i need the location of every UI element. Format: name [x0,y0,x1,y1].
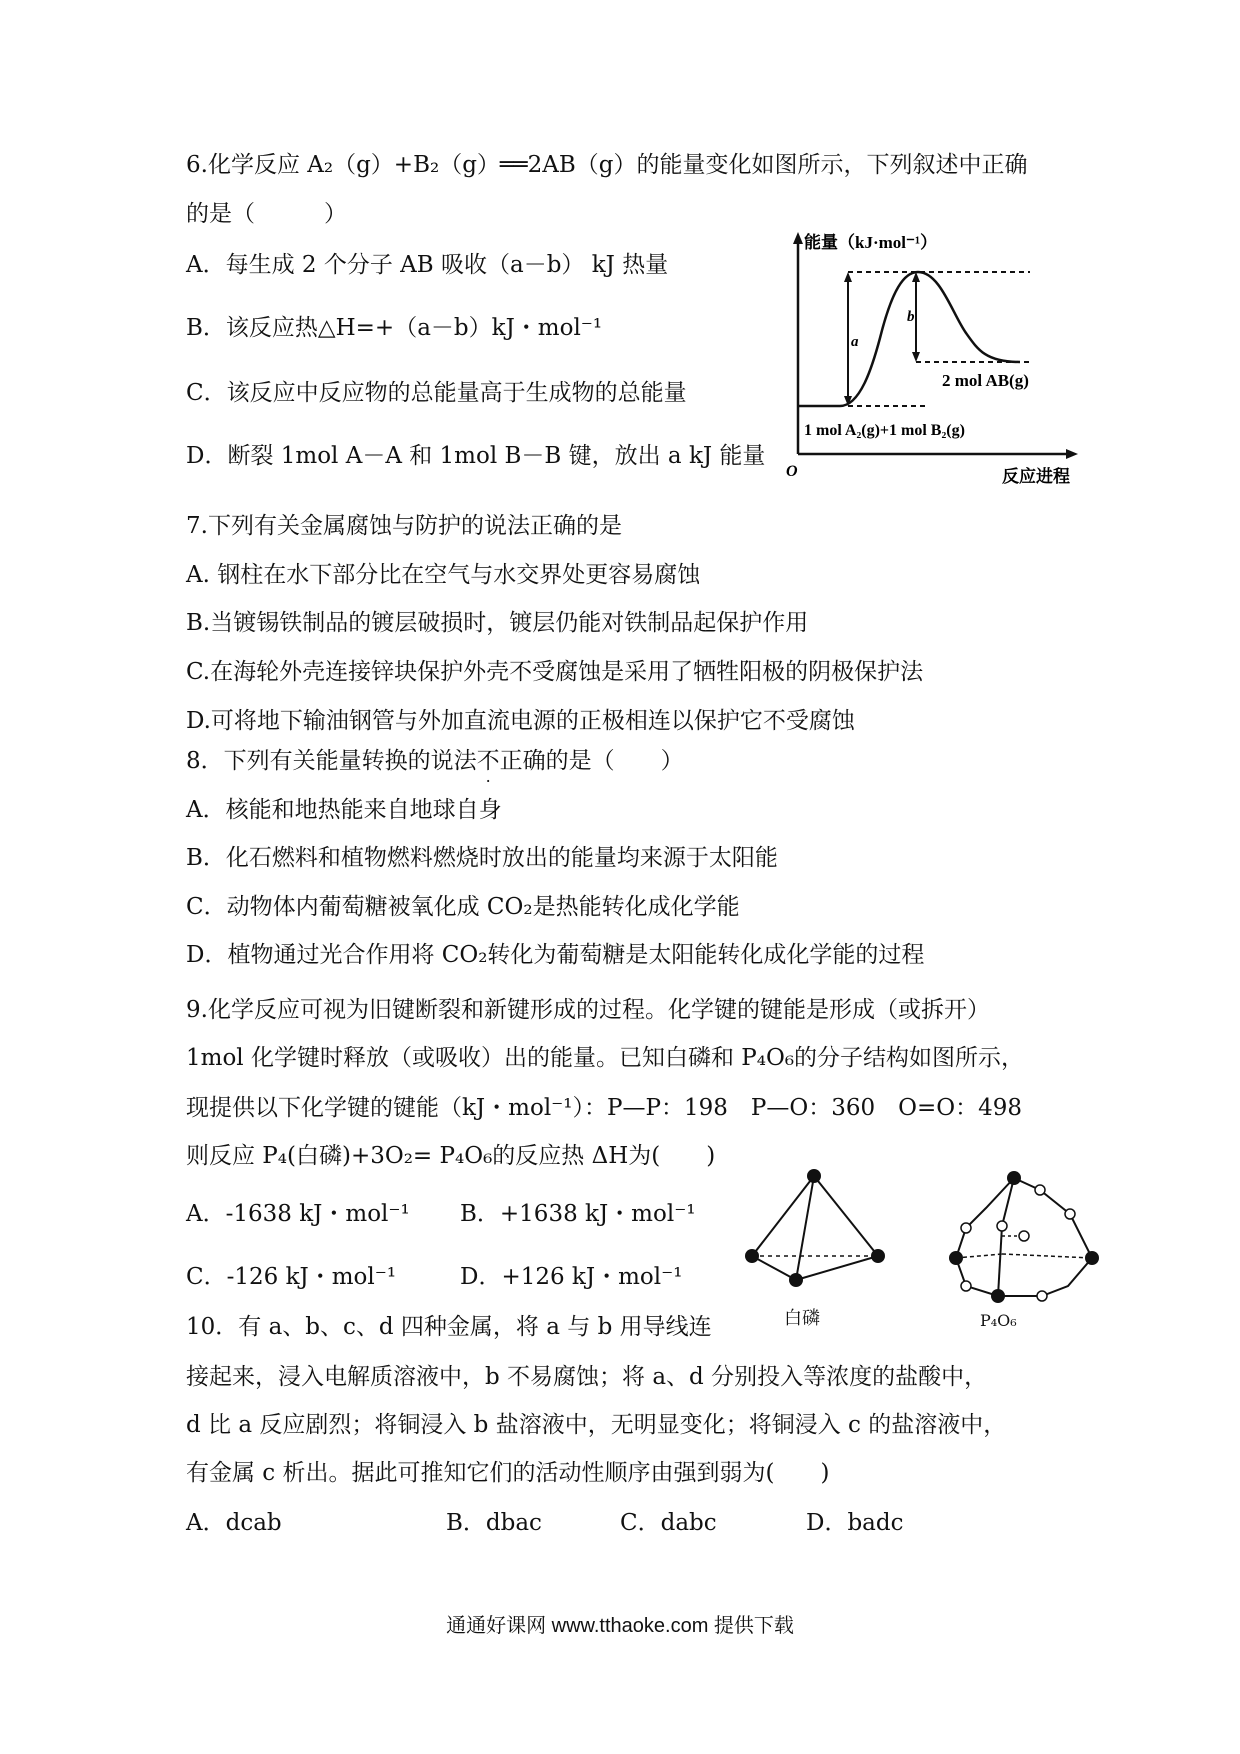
mark-a: a [851,334,859,350]
q9-line3: 现提供以下化学键的键能（kJ・mol⁻¹）：P—P：198 P—O：360 O=O：498 [186,1095,1022,1121]
q8-option-d: D．植物通过光合作用将 CO₂转化为葡萄糖是太阳能转化成化学能的过程 [186,942,925,968]
q9-option-a: A．-1638 kJ・mol⁻¹ [186,1201,410,1227]
bond-line [998,1226,1002,1296]
p-atom [991,1289,1005,1303]
o-atom [961,1281,971,1291]
p-atom [1007,1171,1021,1185]
o-atom [1035,1185,1045,1195]
footer-text: 通通好课网 www.tthaoke.com 提供下载 [446,1615,794,1637]
q10-option-a: A．dcab [186,1510,282,1536]
x-axis-label: 反应进程 [1002,467,1070,486]
q10-line1: 10．有 a、b、c、d 四种金属，将 a 与 b 用导线连 [186,1314,712,1340]
bond-line [752,1176,814,1256]
q10-line4: 有金属 c 析出。据此可推知它们的活动性顺序由强到弱为( ) [186,1460,830,1486]
q8-stem [186,746,684,776]
p-atom [871,1249,885,1263]
q7-option-d: D.可将地下输油钢管与外加直流电源的正极相连以保护它不受腐蚀 [186,708,855,734]
q8-option-a: A．核能和地热能来自地球自身 [186,797,502,823]
bond-line-dashed [1002,1254,1092,1258]
energy-diagram [780,228,1080,488]
origin-label: O [786,463,798,480]
bond-line [752,1256,796,1280]
y-axis-arrow [793,232,803,244]
q9-option-c: C．-126 kJ・mol⁻¹ [186,1264,397,1290]
q6-stem-line1: 6.化学反应 A₂（g）+B₂（g）══2AB（g）的能量变化如图所示，下列叙述中正确 [186,152,1028,178]
q7-stem: 7.下列有关金属腐蚀与防护的说法正确的是 [186,513,622,539]
reactant-label: 1 mol A₂(g)+1 mol B₂(g) [804,422,965,439]
bond-line [796,1176,814,1280]
q9-option-b: B．+1638 kJ・mol⁻¹ [460,1201,696,1227]
q8-option-c: C．动物体内葡萄糖被氧化成 CO₂是热能转化成化学能 [186,894,740,920]
q9-line1: 9.化学反应可视为旧键断裂和新键形成的过程。化学键的键能是形成（或拆开） [186,997,990,1023]
product-label: 2 mol AB(g) [942,371,1029,390]
arrow-a-head-top [844,272,852,282]
q6-option-c: C．该反应中反应物的总能量高于生成物的总能量 [186,380,687,406]
white-phosphorus-label: 白磷 [784,1308,820,1329]
q7-option-c: C.在海轮外壳连接锌块保护外壳不受腐蚀是采用了牺牲阳极的阴极保护法 [186,659,924,685]
o-atom [1019,1231,1029,1241]
q6-option-b: B．该反应热△H=+（a－b）kJ・mol⁻¹ [186,315,603,341]
p-atom [949,1251,963,1265]
bond-line [796,1256,878,1280]
arrow-b-head-bottom [912,352,920,362]
p-atom [789,1273,803,1287]
p4o6-label: P₄O₆ [980,1311,1017,1330]
bond-line [814,1176,878,1256]
q8-stem-pre: 8．下列有关能量转换的说法 [186,748,477,774]
mark-b: b [907,309,915,325]
q6-option-a: A．每生成 2 个分子 AB 吸收（a－b） kJ 热量 [186,252,669,278]
o-atom [1037,1291,1047,1301]
q10-option-c: C．dabc [620,1510,717,1536]
q9-line4: 则反应 P₄(白磷)+3O₂= P₄O₆的反应热 ΔH为( ) [186,1143,716,1169]
q6-stem-line2: 的是（ ） [186,201,347,227]
y-axis-label: 能量（kJ·mol⁻¹） [804,233,938,252]
p-atom [1085,1251,1099,1265]
q6-option-d: D．断裂 1mol A－A 和 1mol B－B 键，放出 a kJ 能量 [186,443,766,469]
p-atom [807,1169,821,1183]
white-phosphorus-figure [740,1168,900,1328]
o-atom [997,1221,1007,1231]
q8-stem-post: 正确的是（ ） [499,748,684,774]
q7-option-b: B.当镀锡铁制品的镀层破损时，镀层仍能对铁制品起保护作用 [186,610,809,636]
p4o6-figure [940,1168,1110,1318]
q7-option-a: A. 钢柱在水下部分比在空气与水交界处更容易腐蚀 [186,562,701,588]
o-atom [1065,1209,1075,1219]
q9-line2: 1mol 化学键时释放（或吸收）出的能量。已知白磷和 P₄O₆的分子结构如图所示， [186,1045,1025,1071]
q10-option-b: B．dbac [446,1510,542,1536]
x-axis-arrow [1066,449,1078,459]
p-atom [745,1249,759,1263]
q10-line3: d 比 a 反应剧烈；将铜浸入 b 盐溶液中，无明显变化；将铜浸入 c 的盐溶液中， [186,1412,1007,1438]
q10-option-d: D．badc [806,1510,904,1536]
q9-option-d: D．+126 kJ・mol⁻¹ [460,1264,683,1290]
q10-line2: 接起来，浸入电解质溶液中，b 不易腐蚀；将 a、d 分别投入等浓度的盐酸中， [186,1364,988,1390]
q8-option-b: B．化石燃料和植物燃料燃烧时放出的能量均来源于太阳能 [186,845,778,871]
o-atom [961,1223,971,1233]
q8-stem-emphasis: 不 [476,748,500,774]
